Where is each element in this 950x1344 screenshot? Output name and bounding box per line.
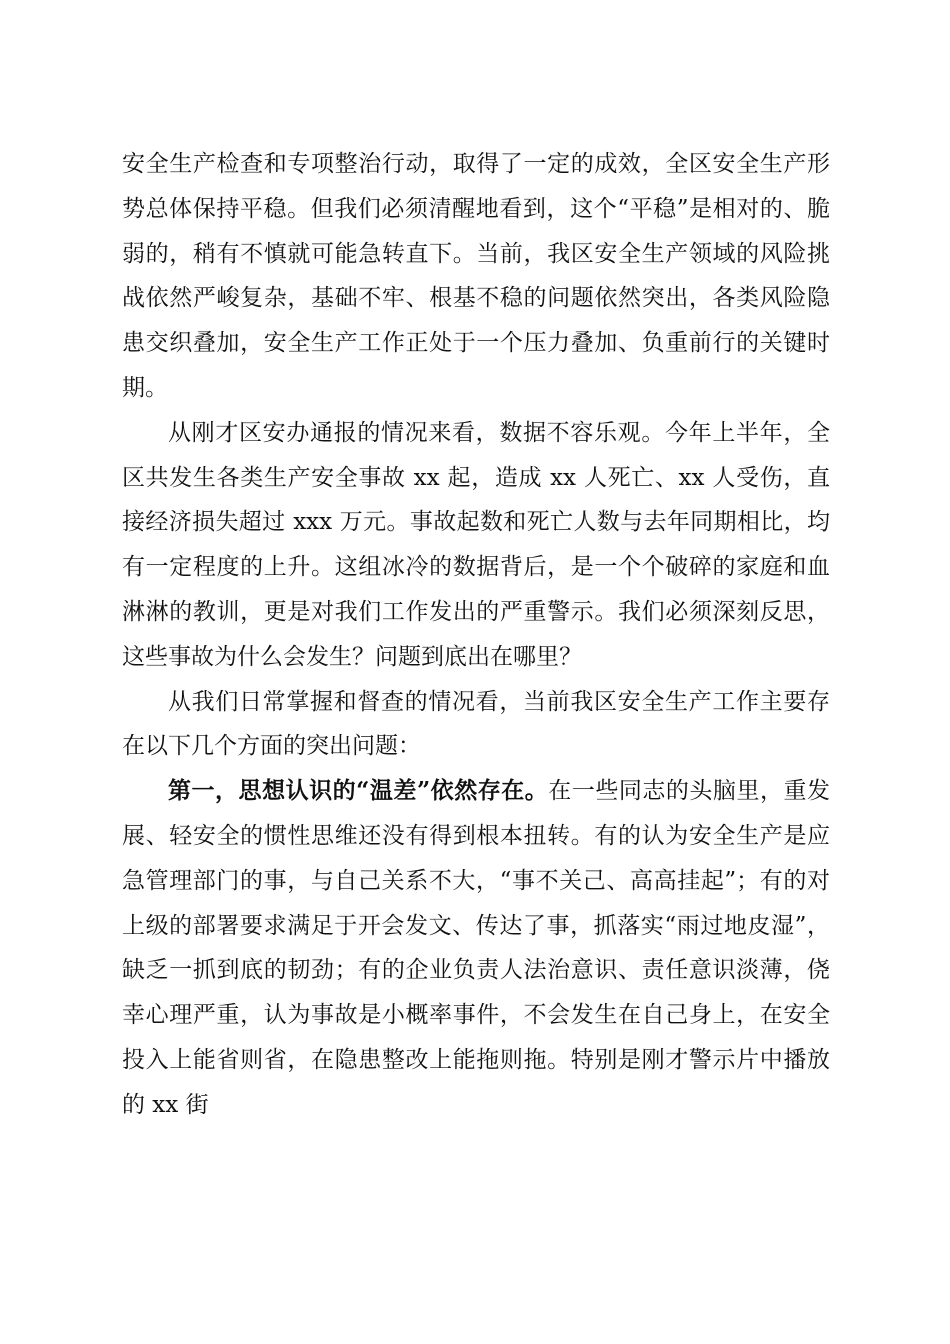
paragraph-2: 从刚才区安办通报的情况来看，数据不容乐观。今年上半年，全区共发生各类生产安全事故 xx 起，造成 xx 人死亡、xx 人受伤，直接经济损失超过 xxx 万元。事故起数和死亡人数与去年同期相比，均有一定程度的上升。这组冰冷的数据背后，是一个个破碎的家庭和血淋淋的教训，更是对我们工作发出的严重警示。我们必须深刻反思，这些事故为什么会发生？问题到底出在哪里？ — [122, 419, 830, 670]
paragraph-4-heading: 第一，思想认识的“温差”依然存在。 — [168, 777, 549, 805]
paragraph-4-text: 在一些同志的头脑里，重发展、轻安全的惯性思维还没有得到根本扭转。有的认为安全生产是应急管理部门的事，与自己关系不大，“事不关己、高高挂起”；有的对上级的部署要求满足于开会发文、传达了事，抓落实“雨过地皮湿”，缺乏一抓到底的韧劲；有的企业负责人法治意识、责任意识淡薄，侥幸心理严重，认为事故是小概率事件，不会发生在自己身上，在安全投入上能省则省，在隐患整改上能拖则拖。特别是刚才警示片中播放的 xx 街 — [122, 778, 831, 1118]
paragraph-3: 从我们日常掌握和督查的情况看，当前我区安全生产工作主要存在以下几个方面的突出问题： — [122, 688, 830, 760]
paragraph-4 — [122, 769, 830, 1127]
paragraph-1: 安全生产检查和专项整治行动，取得了一定的成效，全区安全生产形势总体保持平稳。但我们必须清醒地看到，这个“平稳”是相对的、脆弱的，稍有不慎就可能急转直下。当前，我区安全生产领域的风险挑战依然严峻复杂，基础不牢、根基不稳的问题依然突出，各类风险隐患交织叠加，安全生产工作正处于一个压力叠加、负重前行的关键时期。 — [122, 151, 830, 401]
document-body — [122, 142, 830, 1128]
